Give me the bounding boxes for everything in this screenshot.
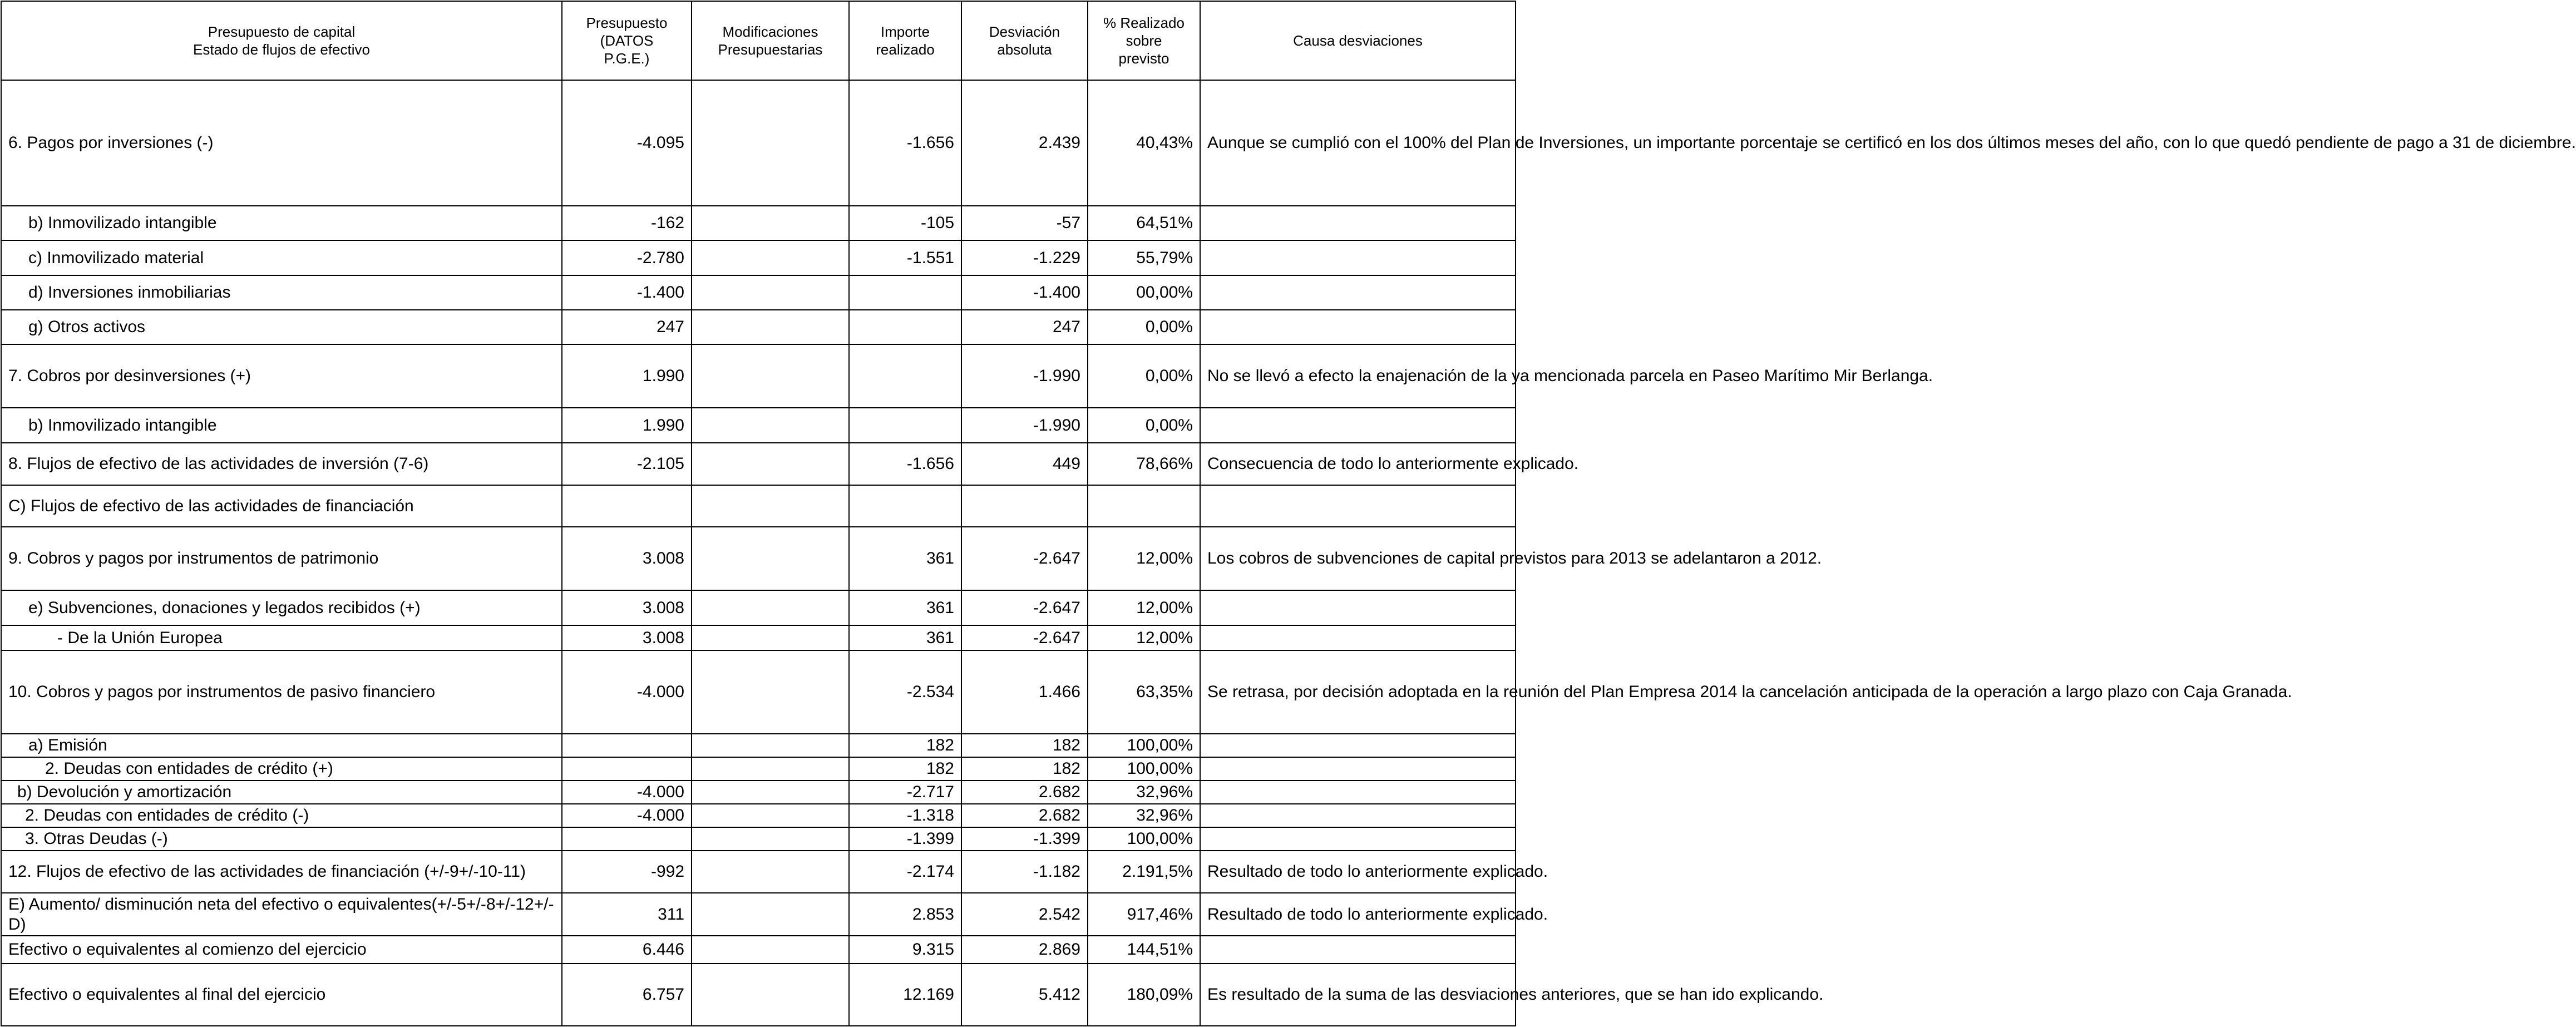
row-pct: 0,00%	[1088, 344, 1200, 408]
row-concept: e) Subvenciones, donaciones y legados recibidos (+)	[1, 590, 562, 625]
row-concept: 9. Cobros y pagos por instrumentos de patrimonio	[1, 527, 562, 590]
header-modifications: Modificaciones Presupuestarias	[692, 1, 849, 80]
row-budget: -1.400	[562, 275, 692, 310]
row-pct: 40,43%	[1088, 80, 1200, 206]
row-pct: 2.191,5%	[1088, 851, 1200, 893]
table-row	[1, 408, 1516, 443]
row-budget	[562, 734, 692, 757]
row-deviation: 2.439	[961, 80, 1088, 206]
table-row	[1, 527, 1516, 590]
row-budget: -4.095	[562, 80, 692, 206]
row-cause	[1200, 827, 1516, 851]
table-row	[1, 827, 1516, 851]
row-realized: 182	[849, 734, 961, 757]
table-row	[1, 275, 1516, 310]
row-cause	[1200, 734, 1516, 757]
row-budget: -2.105	[562, 443, 692, 485]
row-cause	[1200, 408, 1516, 443]
row-cause: Los cobros de subvenciones de capital previstos para 2013 se adelantaron a 2012.	[1200, 527, 1516, 590]
row-budget: 3.008	[562, 590, 692, 625]
row-pct	[1088, 485, 1200, 527]
row-pct: 0,00%	[1088, 310, 1200, 344]
table-row	[1, 650, 1516, 734]
row-concept: 7. Cobros por desinversiones (+)	[1, 344, 562, 408]
row-modifications	[692, 964, 849, 1026]
row-concept: Efectivo o equivalentes al final del ejercicio	[1, 964, 562, 1026]
table-row	[1, 757, 1516, 781]
row-budget: -4.000	[562, 781, 692, 804]
row-cause: Se retrasa, por decisión adoptada en la reunión del Plan Empresa 2014 la cancelación anticipada de la operación a largo plazo con Caja Granada.	[1200, 650, 1516, 734]
row-concept: d) Inversiones inmobiliarias	[1, 275, 562, 310]
row-deviation: -1.229	[961, 240, 1088, 275]
row-deviation: -57	[961, 206, 1088, 240]
row-cause: Aunque se cumplió con el 100% del Plan de Inversiones, un importante porcentaje se certificó en los dos últimos meses del año, con lo que quedó pendiente de pago a 31 de diciembre.	[1200, 80, 1516, 206]
row-deviation: 449	[961, 443, 1088, 485]
row-pct: 0,00%	[1088, 408, 1200, 443]
row-realized: -1.656	[849, 443, 961, 485]
row-pct: 12,00%	[1088, 625, 1200, 650]
row-modifications	[692, 443, 849, 485]
row-realized: -1.318	[849, 804, 961, 827]
row-deviation: -2.647	[961, 625, 1088, 650]
row-deviation: 182	[961, 734, 1088, 757]
row-concept: 10. Cobros y pagos por instrumentos de pasivo financiero	[1, 650, 562, 734]
row-deviation: -2.647	[961, 590, 1088, 625]
row-budget: 1.990	[562, 344, 692, 408]
row-deviation	[961, 485, 1088, 527]
row-deviation: 182	[961, 757, 1088, 781]
row-concept: - De la Unión Europea	[1, 625, 562, 650]
row-realized: 9.315	[849, 936, 961, 964]
row-deviation: 2.682	[961, 781, 1088, 804]
table-row	[1, 936, 1516, 964]
row-budget	[562, 757, 692, 781]
row-cause	[1200, 240, 1516, 275]
table-row	[1, 781, 1516, 804]
row-pct: 00,00%	[1088, 275, 1200, 310]
row-realized: 2.853	[849, 893, 961, 936]
row-concept: b) Inmovilizado intangible	[1, 206, 562, 240]
row-concept: C) Flujos de efectivo de las actividades de financiación	[1, 485, 562, 527]
row-modifications	[692, 240, 849, 275]
row-pct: 55,79%	[1088, 240, 1200, 275]
row-concept: b) Devolución y amortización	[1, 781, 562, 804]
row-concept: 2. Deudas con entidades de crédito (-)	[1, 804, 562, 827]
row-modifications	[692, 310, 849, 344]
row-pct: 78,66%	[1088, 443, 1200, 485]
table-row	[1, 851, 1516, 893]
row-concept: 8. Flujos de efectivo de las actividades de inversión (7-6)	[1, 443, 562, 485]
row-pct: 64,51%	[1088, 206, 1200, 240]
row-modifications	[692, 344, 849, 408]
row-modifications	[692, 851, 849, 893]
row-cause: Resultado de todo lo anteriormente explicado.	[1200, 893, 1516, 936]
row-budget: 3.008	[562, 625, 692, 650]
row-cause	[1200, 485, 1516, 527]
row-budget: -4.000	[562, 650, 692, 734]
row-cause: Es resultado de la suma de las desviaciones anteriores, que se han ido explicando.	[1200, 964, 1516, 1026]
row-concept: a) Emisión	[1, 734, 562, 757]
row-modifications	[692, 781, 849, 804]
row-realized	[849, 344, 961, 408]
row-cause	[1200, 781, 1516, 804]
row-concept: g) Otros activos	[1, 310, 562, 344]
row-modifications	[692, 650, 849, 734]
header-cause: Causa desviaciones	[1200, 1, 1516, 80]
row-cause	[1200, 590, 1516, 625]
row-deviation: -1.399	[961, 827, 1088, 851]
table-row	[1, 893, 1516, 936]
row-modifications	[692, 275, 849, 310]
row-pct: 144,51%	[1088, 936, 1200, 964]
row-pct: 100,00%	[1088, 827, 1200, 851]
row-deviation: -1.990	[961, 408, 1088, 443]
row-deviation: 1.466	[961, 650, 1088, 734]
row-budget	[562, 827, 692, 851]
table-row	[1, 443, 1516, 485]
row-pct: 12,00%	[1088, 527, 1200, 590]
row-modifications	[692, 527, 849, 590]
table-row	[1, 590, 1516, 625]
table-row	[1, 206, 1516, 240]
row-cause	[1200, 757, 1516, 781]
table-row	[1, 804, 1516, 827]
row-budget: -4.000	[562, 804, 692, 827]
row-budget: 6.757	[562, 964, 692, 1026]
row-concept: 6. Pagos por inversiones (-)	[1, 80, 562, 206]
capital-budget-table	[1, 1, 2576, 1026]
row-concept: 12. Flujos de efectivo de las actividades de financiación (+/-9+/-10-11)	[1, 851, 562, 893]
row-deviation: 2.542	[961, 893, 1088, 936]
row-realized	[849, 275, 961, 310]
row-deviation: -1.182	[961, 851, 1088, 893]
table-row	[1, 240, 1516, 275]
row-modifications	[692, 485, 849, 527]
table-row	[1, 964, 1516, 1026]
row-concept: c) Inmovilizado material	[1, 240, 562, 275]
table-row	[1, 625, 1516, 650]
row-modifications	[692, 893, 849, 936]
row-deviation: 2.682	[961, 804, 1088, 827]
header-deviation: Desviación absoluta	[961, 1, 1088, 80]
row-realized: -1.551	[849, 240, 961, 275]
row-realized: -105	[849, 206, 961, 240]
row-deviation: 247	[961, 310, 1088, 344]
row-pct: 100,00%	[1088, 757, 1200, 781]
row-deviation: -1.400	[961, 275, 1088, 310]
row-realized: 361	[849, 625, 961, 650]
row-realized	[849, 485, 961, 527]
row-modifications	[692, 827, 849, 851]
row-modifications	[692, 590, 849, 625]
row-deviation: -2.647	[961, 527, 1088, 590]
row-realized: -2.534	[849, 650, 961, 734]
row-cause: Consecuencia de todo lo anteriormente explicado.	[1200, 443, 1516, 485]
row-budget: -2.780	[562, 240, 692, 275]
row-budget: -162	[562, 206, 692, 240]
header-realized: Importe realizado	[849, 1, 961, 80]
row-budget: 311	[562, 893, 692, 936]
row-cause	[1200, 936, 1516, 964]
row-cause	[1200, 804, 1516, 827]
table-row	[1, 344, 1516, 408]
header-budget: Presupuesto (DATOS P.G.E.)	[562, 1, 692, 80]
row-deviation: 2.869	[961, 936, 1088, 964]
row-concept: b) Inmovilizado intangible	[1, 408, 562, 443]
row-realized	[849, 408, 961, 443]
row-modifications	[692, 804, 849, 827]
row-realized: 361	[849, 527, 961, 590]
row-pct: 32,96%	[1088, 804, 1200, 827]
table-row	[1, 485, 1516, 527]
row-modifications	[692, 408, 849, 443]
row-realized: 361	[849, 590, 961, 625]
row-budget: 247	[562, 310, 692, 344]
row-pct: 100,00%	[1088, 734, 1200, 757]
row-concept: E) Aumento/ disminución neta del efectivo o equivalentes(+/-5+/-8+/-12+/-D)	[1, 893, 562, 936]
row-cause	[1200, 310, 1516, 344]
row-cause: No se llevó a efecto la enajenación de la ya mencionada parcela en Paseo Marítimo Mir Berlanga.	[1200, 344, 1516, 408]
row-modifications	[692, 206, 849, 240]
row-realized: -1.399	[849, 827, 961, 851]
row-cause	[1200, 206, 1516, 240]
row-modifications	[692, 936, 849, 964]
header-pct: % Realizado sobre previsto	[1088, 1, 1200, 80]
row-concept: Efectivo o equivalentes al comienzo del ejercicio	[1, 936, 562, 964]
row-modifications	[692, 625, 849, 650]
row-realized	[849, 310, 961, 344]
table-row	[1, 80, 1516, 206]
row-deviation: 5.412	[961, 964, 1088, 1026]
row-budget: -992	[562, 851, 692, 893]
table-header-row	[1, 1, 1516, 80]
row-pct: 180,09%	[1088, 964, 1200, 1026]
row-realized: -1.656	[849, 80, 961, 206]
row-realized: 182	[849, 757, 961, 781]
table-row	[1, 310, 1516, 344]
row-modifications	[692, 734, 849, 757]
table-row	[1, 734, 1516, 757]
row-budget: 1.990	[562, 408, 692, 443]
row-budget: 6.446	[562, 936, 692, 964]
row-concept: 3. Otras Deudas (-)	[1, 827, 562, 851]
row-realized: -2.717	[849, 781, 961, 804]
row-budget	[562, 485, 692, 527]
row-cause	[1200, 625, 1516, 650]
row-cause: Resultado de todo lo anteriormente explicado.	[1200, 851, 1516, 893]
row-pct: 917,46%	[1088, 893, 1200, 936]
row-deviation: -1.990	[961, 344, 1088, 408]
row-modifications	[692, 757, 849, 781]
row-concept: 2. Deudas con entidades de crédito (+)	[1, 757, 562, 781]
row-budget: 3.008	[562, 527, 692, 590]
header-concept: Presupuesto de capital Estado de flujos de efectivo	[1, 1, 562, 80]
row-modifications	[692, 80, 849, 206]
row-pct: 63,35%	[1088, 650, 1200, 734]
row-pct: 12,00%	[1088, 590, 1200, 625]
row-realized: -2.174	[849, 851, 961, 893]
row-realized: 12.169	[849, 964, 961, 1026]
row-cause	[1200, 275, 1516, 310]
row-pct: 32,96%	[1088, 781, 1200, 804]
